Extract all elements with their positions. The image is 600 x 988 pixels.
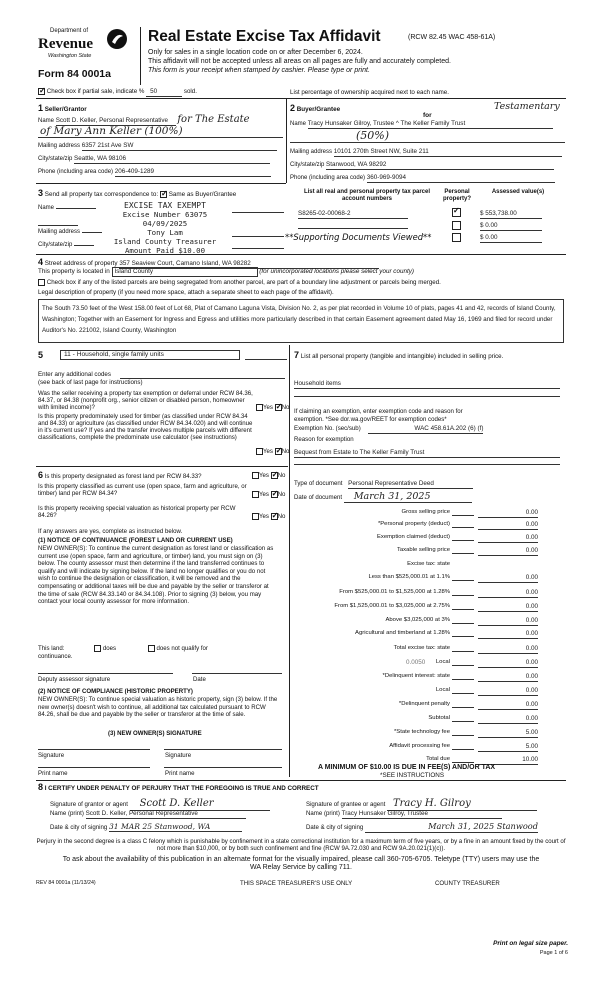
supporting-docs-stamp: **Supporting Documents Viewed** [285, 232, 432, 242]
additional-codes-note: (see back of last page for instructions) [38, 379, 143, 386]
sec5-q2-no[interactable] [275, 448, 282, 455]
additional-codes-field[interactable] [120, 372, 285, 379]
doc-type-row: Type of document Personal Representative Deed [294, 480, 473, 489]
seller-city-field[interactable]: Seattle, WA 98106 [74, 155, 270, 164]
notice2-title: (2) NOTICE OF COMPLIANCE (HISTORIC PROPERTY) [38, 688, 193, 695]
grantee-date[interactable]: March 31, 2025 Stanwood [365, 822, 538, 833]
buyer-handwritten-pct: (50%) [356, 129, 390, 142]
grantee-name[interactable]: Tracy Hunsaker Gilroy, Trustee [342, 810, 502, 819]
sec5-q2: Is this property predominately used for timber (as classified under RCW 84.34 and 84.33) or agriculture (as classified under RCW 84.34.020) and will continue in it's current use? If yes and the transfer involves multiple parcels with different classifications, complete the predominate use calculator (see instructions) [38, 413, 253, 441]
sec5-q1-yes[interactable] [256, 404, 263, 411]
legal-label: Legal description of property (if you need more space, attach a separate sheet to each page of the affidavit). [38, 289, 334, 296]
doc-date-row: Date of document March 31, 2025 [294, 491, 472, 503]
assessed-value[interactable]: $ 0.00 [480, 222, 542, 231]
sec6-note: If any answers are yes, complete as instructed below. [38, 528, 183, 535]
land-does-checkbox[interactable] [94, 645, 101, 652]
tax-row [294, 617, 538, 627]
tax-row [294, 687, 538, 697]
form-number: Form 84 0001a [38, 68, 111, 80]
tax-row [294, 509, 538, 519]
certify-heading: 8 I CERTIFY UNDER PENALTY OF PERJURY THAT THE FOREGOING IS TRUE AND CORRECT [38, 782, 319, 792]
perjury-text: Perjury in the second degree is a class C felony which is punishable by confinement in a state correctional institution for a maximum term of five years, or by a fine in an amount fixed by the court of not more than $10,000, or by both such confinement and fine (RCW 9A.72.030 and RCW 9A.20.021(1)(c)). [36, 838, 566, 852]
tax-row-value[interactable]: 0.00 [478, 673, 538, 682]
state-line: Washington State [48, 53, 92, 59]
personal-property-checkbox[interactable] [452, 233, 461, 242]
parcel-row [298, 222, 558, 231]
tax-row-value[interactable]: 0.00 [478, 574, 538, 583]
assessed-value[interactable]: $ 0.00 [480, 234, 542, 243]
tax-row-value[interactable]: 0.00 [478, 659, 538, 668]
header-divider [140, 27, 141, 85]
tax-row-label: From $1,525,000.01 to $3,025,000 at 2.75% [334, 603, 450, 609]
sec6-q1-yes[interactable] [252, 472, 259, 479]
grantor-date[interactable]: 31 MAR 25 Stanwood, WA [109, 822, 242, 832]
sec6-q1-no[interactable] [271, 472, 278, 479]
treasurer-only: THIS SPACE TREASURER'S USE ONLY [240, 880, 353, 887]
tax-row-value[interactable]: 0.00 [478, 603, 538, 612]
partial-sale-percent[interactable]: 50 [146, 88, 182, 97]
tax-row-label: *Delinquent penalty [398, 701, 450, 707]
page-number: Page 1 of 6 [539, 950, 568, 956]
tax-row-value[interactable]: 0.00 [478, 617, 538, 626]
buyer-name-row: Name Tracy Hunsaker Gilroy, Trustee ^ The Keller Family Trust [290, 120, 565, 129]
sec6-q1-answer: Yes ✓ No [252, 472, 285, 479]
tax-row [294, 603, 538, 613]
correspondence-heading: 3 Send all property tax correspondence to: ✓ Same as Buyer/Grantee [38, 188, 236, 199]
parcels-header: List all real and personal property tax parcel account numbers [303, 189, 431, 203]
tax-row [294, 645, 538, 655]
grantor-name[interactable]: Scott D. Keller, Personal Representative [86, 810, 246, 819]
buyer-phone-field[interactable]: 360-969-9094 [367, 174, 555, 183]
tax-row-label: Agricultural and timberland at 1.28% [355, 630, 450, 636]
tax-row [294, 729, 538, 739]
corr-name-row: Name [38, 205, 96, 212]
sec6-q3-no[interactable] [271, 513, 278, 520]
sec5-q1-answer: Yes ✓ No [256, 404, 289, 411]
tax-row-label: *Delinquent interest: state [382, 673, 450, 679]
personal-header: Personal property? [442, 189, 471, 203]
tax-row-value[interactable]: 0.00 [478, 715, 538, 724]
corr-city-row: City/state/zip [38, 242, 94, 249]
tax-row-label: Exemption claimed (deduct) [376, 534, 450, 540]
signature-label-2: Signature [165, 752, 192, 759]
tax-row-label: *Personal property (deduct) [377, 521, 450, 527]
revenue-wordmark: Revenue [38, 36, 93, 52]
grantor-date-row: Date & city of signing 31 MAR 25 Stanwood, WA [50, 822, 242, 832]
tax-row [294, 701, 538, 711]
personal-property-checkbox[interactable] [452, 221, 461, 230]
legal-description[interactable]: The South 73.50 feet of the West 158.00 feet of Lot 68, Plat of Camano Laguna Vista, Division No. 2, as per plat recorded in Volume 10 of plats, pages 41 and 42, records of Island County, Washington; Together with an Easement for Ingress and Egress and utilities more particularly described in that certain Easement agreement dated May 16, 1969 and filed for record under Auditor's No. 221002, Island County, Washington [38, 299, 564, 343]
sec5-q1-no[interactable] [275, 404, 282, 411]
exemption-no-row: Exemption No. (sec/sub) WAC 458.61A.202 (6) (f) [294, 425, 484, 432]
tax-row-label: Gross selling price [401, 509, 450, 515]
form-title: Real Estate Excise Tax Affidavit [148, 28, 381, 45]
segregated-checkbox[interactable] [38, 279, 45, 286]
buyer-mailing-field[interactable]: 10101 270th Street NW, Suite 211 [334, 148, 562, 157]
sec6-q2-no[interactable] [271, 491, 278, 498]
personal-property-field[interactable]: Household items [294, 380, 560, 389]
tax-row-label: Total due [426, 756, 450, 762]
tax-row-value[interactable]: 0.00 [478, 645, 538, 654]
notice2-text: NEW OWNER(S): To continue special valuation as historic property, sign (3) below. If the new owner(s) doesn't wish to continue, all additional tax calculated pursuant to RCW 84.26, shall be due and payable by the seller or transferor at the time of sale. [38, 696, 278, 719]
buyer-heading: 2 Buyer/Grantee [290, 103, 341, 113]
reason-label: Reason for exemption [294, 436, 354, 443]
seller-mailing-row: Mailing address 6357 21st Ave SW [38, 142, 277, 151]
assessed-header: Assessed value(s) [491, 189, 545, 195]
ownership-note: List percentage of ownership acquired next to each name. [290, 89, 449, 96]
tax-row-value[interactable]: 0.00 [478, 589, 538, 598]
this-land-row: This land: does does not qualify for [38, 645, 208, 653]
tax-row-value[interactable]: 0.00 [478, 687, 538, 696]
partial-sale-checkbox[interactable] [38, 88, 45, 95]
parcel-row [298, 210, 558, 219]
tax-row-value[interactable]: 0.00 [478, 630, 538, 639]
seller-name-handwritten-2: of Mary Ann Keller (100%) [40, 125, 183, 137]
seller-mailing-field[interactable]: 6357 21st Ave SW [82, 142, 277, 151]
tax-row-value[interactable]: 0.00 [478, 521, 538, 530]
tax-row-value[interactable]: 5.00 [478, 743, 538, 752]
personal-property-checkbox[interactable] [452, 208, 461, 217]
exemption-no-field[interactable]: WAC 458.61A.202 (6) (f) [368, 425, 483, 434]
sec5-num: 5 [38, 350, 44, 360]
seller-name-handwritten: for The Estate [177, 114, 250, 125]
tax-row-value[interactable]: 0.00 [478, 547, 538, 556]
signature-label-1: Signature [38, 752, 65, 759]
grantor-name-row: Name (print) Scott D. Keller, Personal Representative [50, 810, 246, 819]
tax-row-label: Total excise tax: state [393, 645, 450, 651]
tax-row [294, 574, 538, 584]
tax-row [294, 589, 538, 599]
tax-row-label: Affidavit processing fee [389, 743, 450, 749]
print-name-label-1: Print name [38, 770, 68, 777]
sec6-q3-answer: Yes ✓ No [252, 513, 285, 520]
sec6-q2-yes[interactable] [252, 491, 259, 498]
land-does-not-checkbox[interactable] [148, 645, 155, 652]
notice1-title: (1) NOTICE OF CONTINUANCE (FOREST LAND OR CURRENT USE) [38, 537, 233, 544]
deputy-date-label: Date [193, 676, 206, 683]
header-sub3: This form is your receipt when stamped by cashier. Please type or print. [148, 67, 370, 74]
parcel-row [298, 234, 558, 243]
tax-row-label: Excise tax: state [407, 561, 450, 567]
tax-row-value[interactable]: 0.00 [478, 701, 538, 710]
segregated-row: Check box if any of the listed parcels are being segregated from another parcel, are part of a boundary line adjustment or parcels being merged. [38, 279, 441, 287]
tax-row-label: From $525,000.01 to $1,525,000 at 1.28% [339, 589, 450, 595]
grantee-signature-row: Signature of grantee or agent Tracy H. Gilroy [306, 798, 537, 811]
sec5-q1: Was the seller receiving a property tax exemption or deferral under RCW 84.36, 84.37, or 84.38 (nonprofit org., senior citizen or disabled person, homeowner with limited income)? [38, 390, 253, 411]
additional-codes-label: Enter any additional codes [38, 371, 111, 378]
doc-date-field[interactable]: March 31, 2025 [344, 491, 472, 503]
tax-row [294, 630, 538, 640]
buyer-mailing-row: Mailing address 10101 270th Street NW, Suite 211 [290, 148, 562, 157]
corr-mailing-row: Mailing address [38, 229, 102, 236]
parcel-number[interactable]: S8265-02-00068-2 [298, 210, 408, 219]
tax-row-value[interactable]: 0.00 [478, 509, 538, 518]
notice3-title: (3) NEW OWNER(S) SIGNATURE [108, 730, 202, 737]
sec5-q2-yes[interactable] [256, 448, 263, 455]
header-sub1: Only for sales in a single location code on or after December 6, 2024. [148, 49, 363, 56]
seller-heading: 1 Seller/Grantor [38, 103, 87, 113]
buyer-city-field[interactable]: Stanwood, WA 98292 [326, 161, 554, 170]
tax-row-label: Local [435, 687, 450, 693]
tax-row [294, 534, 538, 544]
grantee-date-row: Date & city of signing March 31, 2025 Stanwood [306, 821, 538, 831]
sec7-label: 7 List all personal property (tangible and intangible) included in selling price. [294, 350, 504, 360]
revenue-logo-icon [106, 28, 128, 50]
dept-line: Department of [50, 28, 89, 34]
sec6-q2-answer: Yes ✓ No [252, 491, 285, 498]
tax-row [294, 547, 538, 557]
tax-row [294, 715, 538, 725]
buyer-phone-row: Phone (including area code) 360-969-9094 [290, 174, 555, 183]
buyer-name-field[interactable]: Tracy Hunsaker Gilroy, Trustee ^ The Keller Family Trust [308, 120, 553, 129]
seller-phone-row: Phone (including area code) 206-409-1289 [38, 168, 271, 177]
print-name-label-2: Print name [165, 770, 195, 777]
exemption-instructions: If claiming an exemption, enter exemption code and reason for exemption. *See dor.wa.gov/REET for exemption codes* [294, 408, 463, 423]
form-statute: (RCW 82.45 WAC 458-61A) [408, 34, 496, 41]
county-treasurer: COUNTY TREASURER [435, 880, 500, 887]
tax-row-value[interactable]: 0.00 [478, 534, 538, 543]
buyer-handwritten-top: Testamentary [494, 101, 560, 112]
header-sub2: This affidavit will not be accepted unless all areas on all pages are fully and accurately completed. [148, 58, 451, 65]
grantee-name-row: Name (print) Tracy Hunsaker Gilroy, Trustee [306, 810, 502, 819]
partial-sale-post: sold. [183, 88, 197, 96]
sec6-q1: 6 Is this property designated as forest land per RCW 84.33? [38, 470, 202, 480]
tax-row-label: Less than $525,000.01 at 1.1% [368, 574, 450, 580]
street-row: 4 Street address of property 357 Seaview Court, Camano Island, WA 98282 [38, 257, 379, 269]
tax-row-value[interactable]: 5.00 [478, 729, 538, 738]
located-row: This property is located in Island County (for unincorporated locations please select your county) [38, 268, 414, 275]
legal-size-note: Print on legal size paper. [493, 940, 568, 947]
notice1-text: NEW OWNER(S): To continue the current designation as forest land or classification as current use (open space, farm and agriculture, or timber) land, you must sign on (3) below. The county assessor must then determine if the land transferred continues to qualify and will indicate by signing below. If the land no longer qualifies or you do not wish to continue the designation or classification, it will be removed and the compensating or additional taxes will be due and payable by the seller or transferor at the time of sale (RCW 84.33.140 or 84.34.108). Prior to signing (3) below, you may contact your local county assessor for more information. [38, 545, 274, 606]
partial-sale-label: Check box if partial sale, indicate % [46, 88, 145, 96]
alt-format-text: To ask about the availability of this publication in an alternate format for the visually impaired, please call 360-705-6705. Teletype (TTY) users may use the WA Relay Service by calling 711. [62, 856, 540, 871]
tax-row [294, 561, 538, 571]
seller-city-row: City/state/zip Seattle, WA 98106 [38, 155, 270, 164]
corr-name-field[interactable] [56, 208, 96, 209]
tax-row-value[interactable]: 10.00 [478, 756, 538, 765]
tax-row [294, 521, 538, 531]
assessed-value[interactable]: $ 553,738.00 [480, 210, 542, 219]
use-code-select[interactable]: 11 - Household, single family units [60, 350, 240, 360]
deputy-label: Deputy assessor signature [38, 676, 111, 683]
same-as-buyer-checkbox[interactable] [160, 191, 167, 198]
corr-mailing-field[interactable] [82, 232, 102, 233]
seller-phone-field[interactable]: 206-409-1289 [115, 168, 271, 177]
grantor-signature-row: Signature of grantor or agent Scott D. Keller [50, 798, 270, 811]
sec6-q3: Is this property receiving special valuation as historical property per RCW 84.26? [38, 505, 236, 519]
county-select[interactable]: Island County [112, 267, 258, 277]
sec6-q2: Is this property classified as current use (open space, farm and agriculture, or timber) land per RCW 84.34? [38, 483, 247, 497]
sec6-q3-yes[interactable] [252, 513, 259, 520]
see-instructions: *SEE INSTRUCTIONS [380, 772, 445, 779]
tax-row [294, 673, 538, 683]
grantee-signature[interactable]: Tracy H. Gilroy [387, 798, 537, 811]
sec5-q2-answer: Yes ✓ No [256, 448, 289, 455]
minimum-due: A MINIMUM OF $10.00 IS DUE IN FEE(S) AND/OR TAX [318, 764, 496, 771]
rev-label: REV 84 0001a (11/13/24) [36, 880, 96, 886]
buyer-city-row: City/state/zip Stanwood, WA 98292 [290, 161, 554, 170]
parcel-number[interactable] [298, 222, 408, 229]
local-rate: 0.0050 [406, 659, 426, 666]
tax-row-label: Local [435, 659, 450, 665]
seller-name-field[interactable]: Scott D. Keller, Personal Representative [56, 117, 176, 126]
exempt-stamp: EXCISE TAX EXEMPT Excise Number 63075 04/09/2025 Tony Lam Island County Treasurer Amount Paid $10.00 [113, 201, 217, 255]
corr-city-field[interactable] [74, 245, 94, 246]
continuance-label: continuance. [38, 653, 73, 660]
doc-type-field[interactable]: Personal Representative Deed [348, 480, 473, 489]
buyer-for: for [423, 112, 432, 119]
partial-sale-row [38, 88, 197, 97]
tax-row-label: Taxable selling price [396, 547, 450, 553]
tax-row [294, 743, 538, 753]
tax-row-label: Above $3,025,000 at 3% [385, 617, 450, 623]
reason-field[interactable]: Bequest from Estate to The Keller Family Trust [294, 449, 560, 458]
seller-name-row: Name Scott D. Keller, Personal Representative for The Estate [38, 114, 250, 125]
tax-row-label: Subtotal [428, 715, 450, 721]
grantor-signature[interactable]: Scott D. Keller [130, 798, 270, 811]
street-address-field[interactable]: 357 Seaview Court, Camano Island, WA 98282 [119, 260, 379, 269]
tax-row-label: *State technology fee [393, 729, 450, 735]
